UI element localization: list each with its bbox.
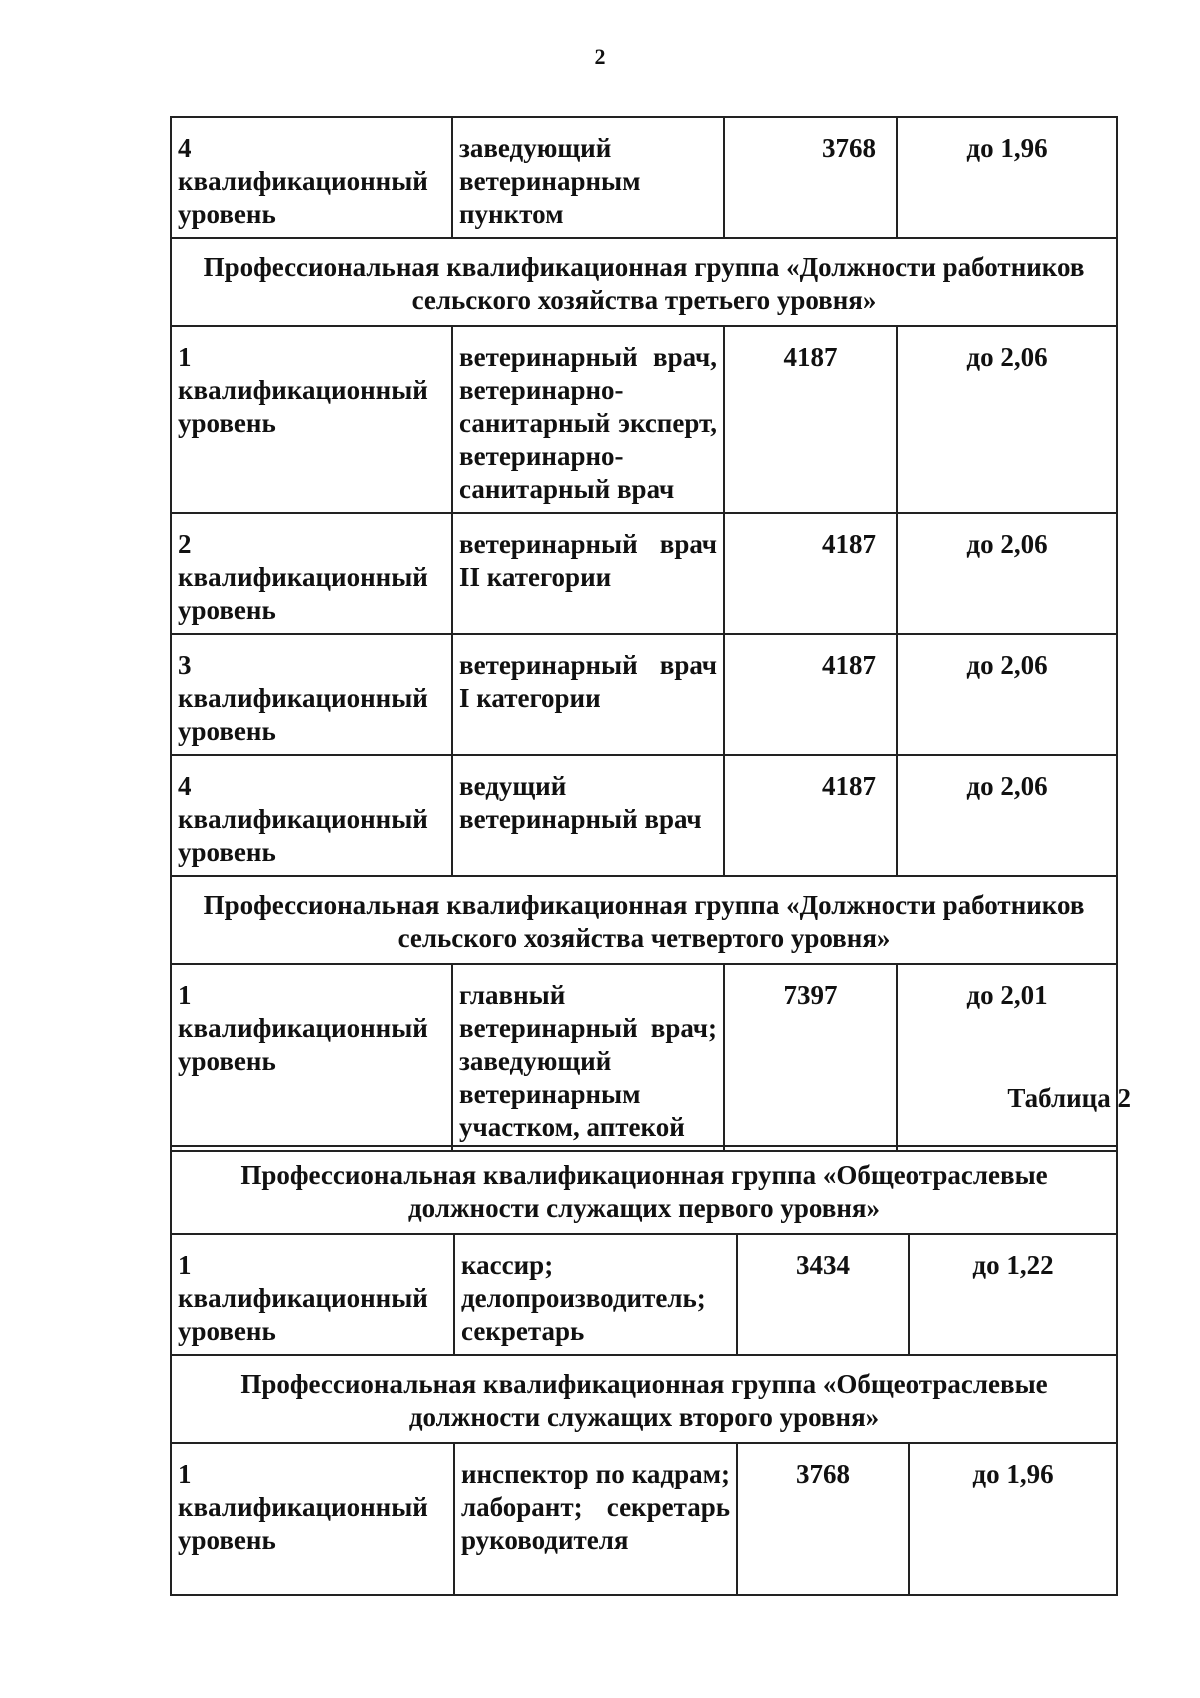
position-cell: ведущий ветеринарный врач: [452, 755, 724, 876]
qualification-group-heading: Профессиональная квалификационная группа «Должности работников сельского хозяйства четвертого уровня»: [171, 876, 1117, 964]
qualification-level-cell: 4 квалификационный уровень: [171, 117, 452, 238]
salary-cell: 3768: [724, 117, 897, 238]
table-2-caption: Таблица 2: [1007, 1083, 1131, 1113]
salary-cell: 4187: [724, 634, 897, 755]
table-row: [171, 634, 1117, 755]
qualification-level-cell: 1 квалификационный уровень: [171, 1443, 454, 1595]
salary-cell: 4187: [724, 513, 897, 634]
qualification-group-heading: Профессиональная квалификационная группа «Общеотраслевые должности служащих первого уровня»: [171, 1146, 1117, 1234]
salary-cell: 3768: [737, 1443, 909, 1595]
salary-cell: 4187: [724, 755, 897, 876]
qualification-level-cell: 1 квалификационный уровень: [171, 964, 452, 1151]
position-cell: ветеринарный врач II категории: [452, 513, 724, 634]
qualification-level-cell: 3 квалификационный уровень: [171, 634, 452, 755]
position-cell: ветеринарный врач, ветеринарно-санитарный эксперт, ветеринарно-санитарный врач: [452, 326, 724, 513]
table-row: [171, 326, 1117, 513]
group-header-row: [171, 238, 1117, 326]
table-2-body: [171, 1146, 1117, 1595]
qualification-level-cell: 1 квалификационный уровень: [171, 326, 452, 513]
qualification-group-heading: Профессиональная квалификационная группа «Общеотраслевые должности служащих второго уровня»: [171, 1355, 1117, 1443]
qualification-group-heading: Профессиональная квалификационная группа «Должности работников сельского хозяйства третьего уровня»: [171, 238, 1117, 326]
coefficient-cell: до 1,22: [909, 1234, 1117, 1355]
table-row: [171, 755, 1117, 876]
coefficient-cell: до 1,96: [909, 1443, 1117, 1595]
coefficient-cell: до 2,06: [897, 513, 1117, 634]
group-header-row: [171, 1146, 1117, 1234]
qualification-level-cell: 4 квалификационный уровень: [171, 755, 452, 876]
position-cell: главный ветеринарный врач; заведующий ветеринарным участком, аптекой: [452, 964, 724, 1151]
position-cell: ветеринарный врач I категории: [452, 634, 724, 755]
qualification-table-2: [170, 1145, 1118, 1596]
qualification-level-cell: 2 квалификационный уровень: [171, 513, 452, 634]
table-row: [171, 1234, 1117, 1355]
coefficient-cell: до 2,06: [897, 755, 1117, 876]
table-row: [171, 1443, 1117, 1595]
table-row: [171, 964, 1117, 1151]
position-cell: кассир; делопроизводитель; секретарь: [454, 1234, 737, 1355]
coefficient-cell: до 1,96: [897, 117, 1117, 238]
salary-cell: 3434: [737, 1234, 909, 1355]
coefficient-cell: до 2,06: [897, 634, 1117, 755]
salary-cell: 4187: [724, 326, 897, 513]
coefficient-cell: до 2,01: [897, 964, 1117, 1151]
position-cell: заведующий ветеринарным пунктом: [452, 117, 724, 238]
table-1-body: [171, 117, 1117, 1151]
group-header-row: [171, 1355, 1117, 1443]
page-number: 2: [594, 44, 606, 69]
group-header-row: [171, 876, 1117, 964]
table-row: [171, 513, 1117, 634]
coefficient-cell: до 2,06: [897, 326, 1117, 513]
salary-cell: 7397: [724, 964, 897, 1151]
table-row: [171, 117, 1117, 238]
position-cell: инспектор по кадрам; лаборант; секретарь руководителя: [454, 1443, 737, 1595]
qualification-table-1: [170, 116, 1118, 1152]
qualification-level-cell: 1 квалификационный уровень: [171, 1234, 454, 1355]
